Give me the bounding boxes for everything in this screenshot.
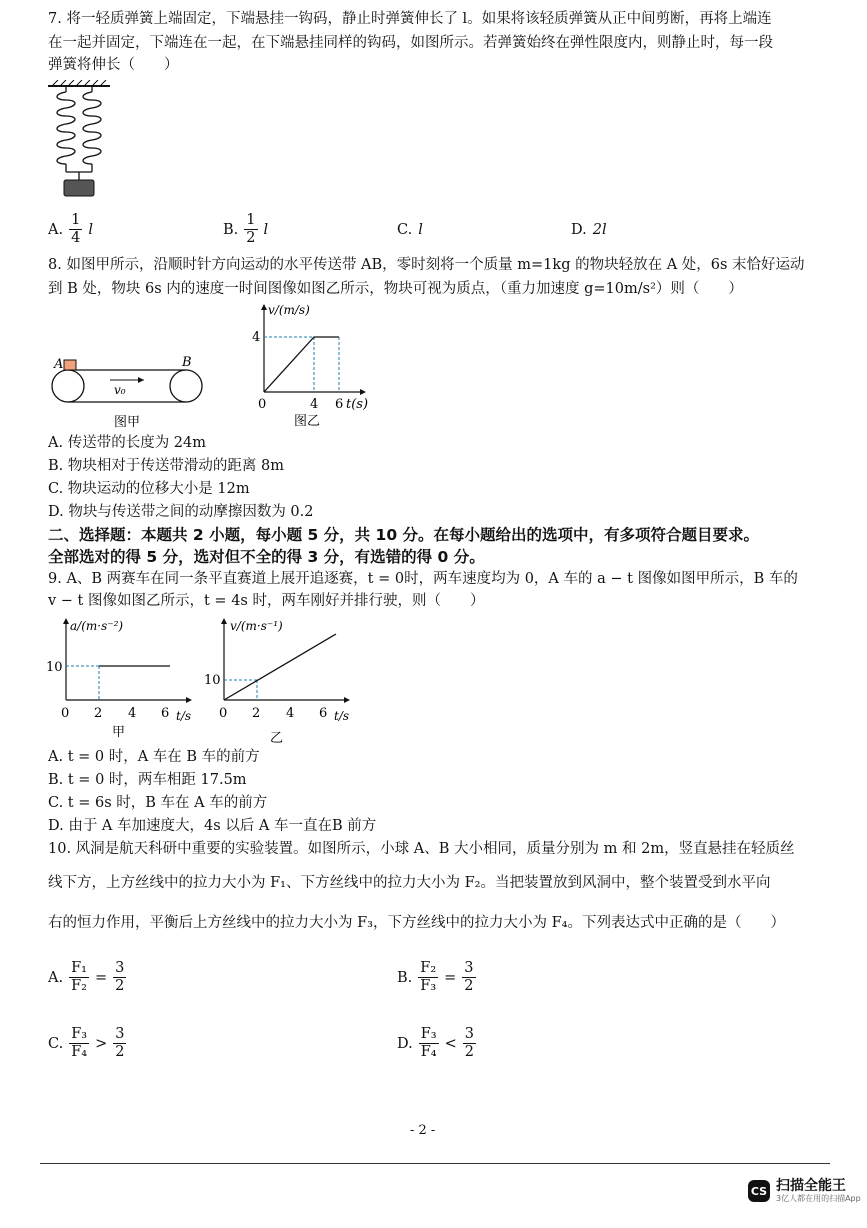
fraction: $\frac{\text{F₃}}{\text{F₄}}$ — [71, 1026, 88, 1060]
svg-text:0: 0 — [61, 706, 70, 721]
spring-figure — [44, 80, 114, 204]
q7-line1: 7. 将一轻质弹簧上端固定，下端悬挂一钩码，静止时弹簧伸长了 l。如果将该轻质弹簧从正中间剪断，再将上端连 — [48, 11, 772, 27]
q7-line2: 在一起并固定，下端连在一起，在下端悬挂同样的钩码，如图所示。若弹簧始终在弹性限度内，则静止时，每一段 — [48, 35, 773, 51]
section2-line2: 全部选对的得 5 分，选对但不全的得 3 分，有选错的得 0 分。 — [48, 548, 485, 566]
conveyor-figure — [48, 352, 208, 432]
svg-text:10: 10 — [46, 660, 63, 675]
q9-vt-graph — [200, 612, 360, 748]
q9-option-c[interactable]: C. t = 6s 时，B 车在 A 车的前方 — [48, 795, 268, 811]
svg-text:t(s): t(s) — [346, 397, 369, 412]
section2-line1: 二、选择题：本题共 2 小题，每小题 5 分，共 10 分。在每小题给出的选项中，有多项符合题目要求。 — [48, 526, 760, 544]
page-number: - 2 - — [410, 1123, 436, 1138]
svg-text:a/(m·s⁻²): a/(m·s⁻²) — [70, 619, 124, 633]
q8-line2: 到 B 处，物块 6s 内的速度一时间图像如图乙所示，物块可视为质点，（重力加速度 g=10m/s²）则（ ） — [48, 281, 743, 297]
footer-divider — [40, 1163, 830, 1164]
svg-text:4: 4 — [252, 330, 261, 345]
q10-option-c[interactable]: C. $\frac{\text{F₃}}{\text{F₄}}$ > $\frac{3}{2}$ — [48, 1026, 125, 1060]
svg-text:图甲: 图甲 — [114, 415, 141, 430]
svg-text:A: A — [54, 357, 64, 372]
q9-line1: 9. A、B 两赛车在同一条平直赛道上展开追逐赛，t = 0时，两车速度均为 0，A 车的 a − t 图像如图甲所示，B 车的 — [48, 571, 798, 587]
svg-text:甲: 甲 — [112, 725, 126, 740]
svg-text:v/(m/s): v/(m/s) — [268, 303, 310, 317]
fraction: $\frac{\text{F₂}}{\text{F₃}}$ — [420, 960, 437, 994]
svg-text:6: 6 — [161, 706, 170, 721]
app-slogan: 3亿人都在用的扫描App — [776, 1194, 861, 1203]
app-name: 扫描全能王 — [776, 1178, 846, 1194]
velocity-line — [224, 634, 336, 700]
q7-option-d[interactable]: D. 2l — [571, 222, 607, 238]
fraction: $\frac{1}{2}$ — [246, 212, 256, 246]
q9-at-graph — [42, 612, 202, 742]
svg-text:B: B — [182, 355, 192, 370]
fraction: $\frac{1}{4}$ — [71, 212, 81, 246]
q7-option-c[interactable]: C. l — [397, 222, 423, 238]
q8-option-a[interactable]: A. 传送带的长度为 24m — [48, 435, 206, 451]
q8-option-c[interactable]: C. 物块运动的位移大小是 12m — [48, 481, 250, 497]
velocity-line — [264, 337, 339, 392]
fraction: $\frac{3}{2}$ — [115, 960, 125, 994]
q10-line3: 右的恒力作用，平衡后上方丝线中的拉力大小为 F₃，下方丝线中的拉力大小为 F₄。下列表达式中正确的是（ ） — [48, 915, 785, 931]
q10-option-d[interactable]: D. $\frac{\text{F₃}}{\text{F₄}}$ < $\frac{3}{2}$ — [397, 1026, 474, 1060]
fraction: $\frac{\text{F₁}}{\text{F₂}}$ — [71, 960, 87, 994]
camscanner-logo-icon: CS — [748, 1180, 770, 1202]
q10-line1: 10. 风洞是航天科研中重要的实验装置。如图所示，小球 A、B 大小相同，质量分别为 m 和 2m，竖直悬挂在轻质丝 — [48, 841, 795, 857]
svg-text:v₀: v₀ — [114, 383, 126, 397]
svg-text:乙: 乙 — [270, 731, 284, 746]
scanner-watermark — [748, 1178, 861, 1204]
svg-text:10: 10 — [204, 673, 221, 688]
svg-text:4: 4 — [286, 706, 295, 721]
svg-text:2: 2 — [252, 706, 261, 721]
q7-option-b[interactable]: B. $\frac{1}{2}$ l — [223, 212, 269, 246]
q7-line3: 弹簧将伸长（ ） — [48, 57, 179, 73]
q7-option-a[interactable]: A. $\frac{1}{4}$ l — [48, 212, 93, 246]
block — [64, 360, 76, 370]
q8-vt-graph — [244, 298, 374, 428]
svg-text:2: 2 — [94, 706, 103, 721]
q8-line1: 8. 如图甲所示，沿顺时针方向运动的水平传送带 AB，零时刻将一个质量 m=1kg 的物块轻放在 A 处，6s 末恰好运动 — [48, 257, 805, 273]
svg-text:6: 6 — [319, 706, 328, 721]
svg-text:图乙: 图乙 — [294, 414, 321, 428]
q10-option-b[interactable]: B. $\frac{\text{F₂}}{\text{F₃}}$ = $\frac{3}{2}$ — [397, 960, 474, 994]
svg-text:4: 4 — [128, 706, 137, 721]
svg-text:t/s: t/s — [176, 709, 192, 723]
q9-line2: v − t 图像如图乙所示，t = 4s 时，两车刚好并排行驶，则（ ） — [48, 593, 485, 609]
fraction: $\frac{3}{2}$ — [464, 1026, 474, 1060]
svg-text:6: 6 — [335, 397, 344, 412]
svg-text:4: 4 — [310, 397, 319, 412]
fraction: $\frac{\text{F₃}}{\text{F₄}}$ — [420, 1026, 437, 1060]
q8-option-d[interactable]: D. 物块与传送带之间的动摩擦因数为 0.2 — [48, 504, 314, 520]
svg-text:v/(m·s⁻¹): v/(m·s⁻¹) — [230, 619, 283, 633]
q10-option-a[interactable]: A. $\frac{\text{F₁}}{\text{F₂}}$ = $\frac{3}{2}$ — [48, 960, 125, 994]
q10-line2: 线下方，上方丝线中的拉力大小为 F₁、下方丝线中的拉力大小为 F₂。当把装置放到风洞中，整个装置受到水平向 — [48, 875, 771, 891]
svg-text:t/s: t/s — [334, 709, 350, 723]
svg-text:0: 0 — [258, 397, 267, 412]
q9-option-a[interactable]: A. t = 0 时，A 车在 B 车的前方 — [48, 749, 260, 765]
fraction: $\frac{3}{2}$ — [115, 1026, 125, 1060]
fraction: $\frac{3}{2}$ — [464, 960, 474, 994]
q8-option-b[interactable]: B. 物块相对于传送带滑动的距离 8m — [48, 458, 284, 474]
svg-text:0: 0 — [219, 706, 228, 721]
q9-option-b[interactable]: B. t = 0 时，两车相距 17.5m — [48, 772, 247, 788]
q9-option-d[interactable]: D. 由于 A 车加速度大，4s 以后 A 车一直在B 前方 — [48, 818, 377, 834]
